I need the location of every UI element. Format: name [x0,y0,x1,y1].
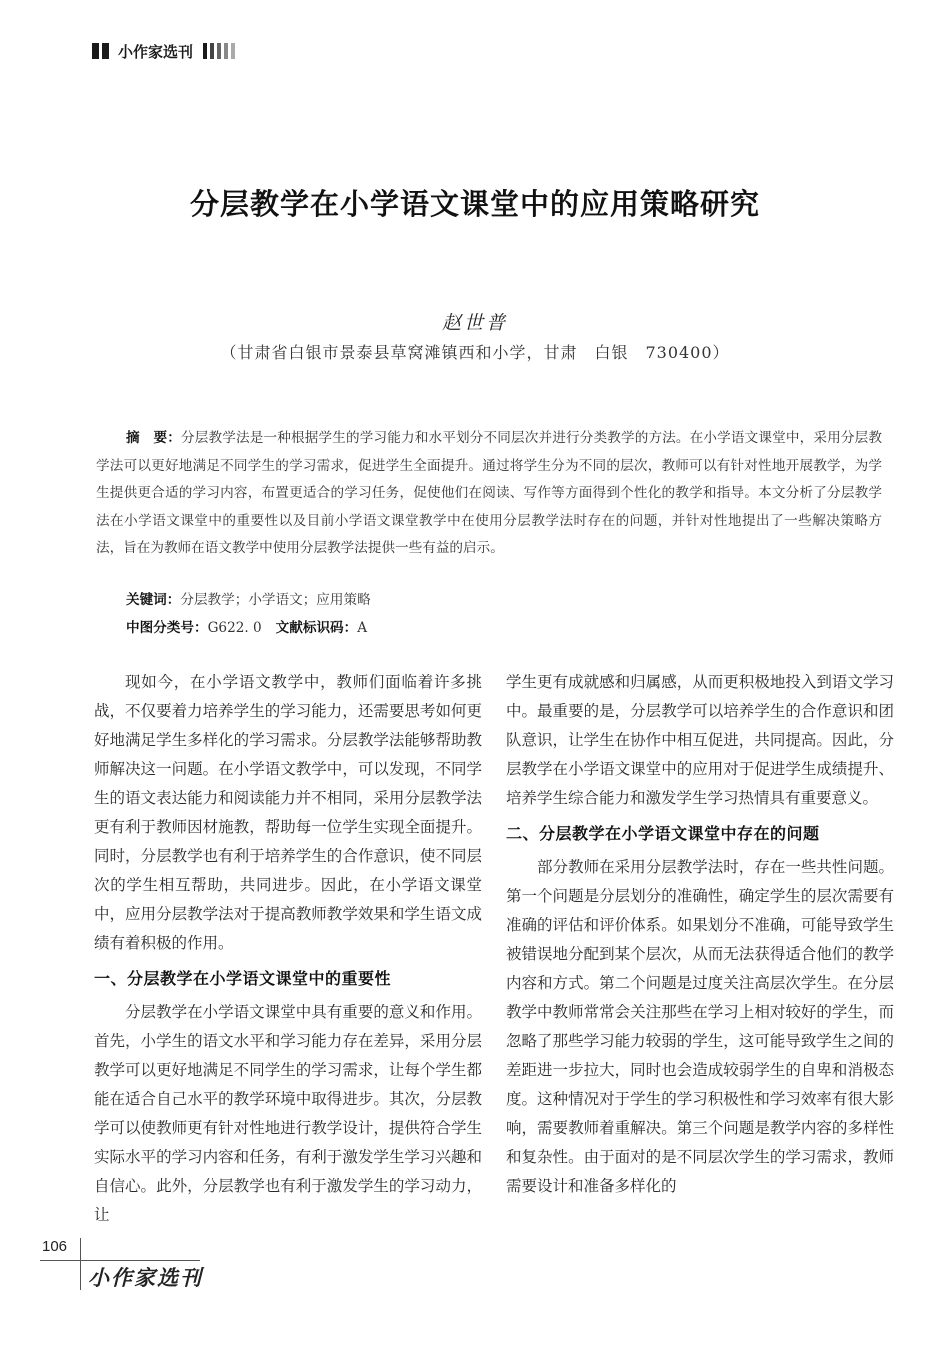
header-block-mark [92,43,99,59]
keywords [126,588,371,608]
section-1-paragraph: 分层教学在小学语文课堂中具有重要的意义和作用。首先，小学生的语文水平和学习能力存在差异，采用分层教学可以更好地满足不同学生的学习需求，让每个学生都能在适合自己水平的教学环境中取得进步。其次，分层教学可以使教师更有针对性地进行教学设计，提供符合学生实际水平的学习内容和任务，有利于激发学生学习兴趣和自信心。此外，分层教学也有利于激发学生的学习动力，让 [94,1003,482,1224]
page-number: 106 [42,1238,68,1255]
article-title: 分层教学在小学语文课堂中的应用策略研究 [189,187,760,221]
abstract [96,425,882,563]
doc-code-value: A [357,620,368,636]
header-bar-mark [217,43,221,59]
clc-value: G622. 0 [207,620,262,636]
header-bar-mark [231,43,235,59]
journal-name: 小作家选刊 [118,42,194,61]
body-column-right [506,668,894,1201]
keywords-label: 关键词： [126,592,181,608]
footer-rule [40,1260,200,1261]
header-bar-mark [224,43,228,59]
clc-label: 中图分类号： [126,620,208,636]
footer-vertical-rule [80,1238,81,1290]
body-column-left [94,668,482,1230]
abstract-text: 分层教学法是一种根据学生的学习能力和水平划分不同层次并进行分类教学的方法。在小学语文课堂中，采用分层教学法可以更好地满足不同学生的学习需求，促进学生全面提升。通过将学生分为不同的层次，教师可以有针对性地开展教学，为学生提供更合适的学习内容，布置更适合的学习任务，促使他们在阅读、写作等方面得到个性化的教学和指导。本文分析了分层教学法在小学语文课堂中的重要性以及目前小学语文课堂教学中在使用分层教学法时存在的问题，并针对性地提出了一些解决策略方法，旨在为教师在语文教学中使用分层教学法提供一些有益的启示。 [96,430,883,556]
header-bar-mark [203,43,207,59]
author-name: 赵世普 [441,312,508,334]
classification [126,616,367,636]
section-1-paragraph-continued: 学生更有成就感和归属感，从而更积极地投入到语文学习中。最重要的是，分层教学可以培养学生的合作意识和团队意识，让学生在协作中相互促进，共同提高。因此，分层教学在小学语文课堂中的应用对于促进学生成绩提升、培养学生综合能力和激发学生学习热情具有重要意义。 [506,673,894,807]
keywords-text: 分层教学；小学语文；应用策略 [180,592,371,608]
section-2-paragraph: 部分教师在采用分层教学法时，存在一些共性问题。第一个问题是分层划分的准确性，确定学生的层次需要有准确的评估和评价体系。如果划分不准确，可能导致学生被错误地分配到某个层次，从而无法获得适合他们的教学内容和方式。第二个问题是过度关注高层次学生。在分层教学中教师常常会关注那些在学习上相对较好的学生，而忽略了那些学习能力较弱的学生，这可能导致学生之间的差距进一步拉大，同时也会造成较弱学生的自卑和消极态度。这种情况对于学生的学习积极性和学习效率有很大影响，需要教师着重解决。第三个问题是教学内容的多样性和复杂性。由于面对的是不同层次学生的学习需求，教师需要设计和准备多样化的 [506,858,894,1195]
running-header [92,40,238,62]
abstract-label: 摘 要： [126,430,181,446]
section-2-heading: 二、分层教学在小学语文课堂中存在的问题 [506,824,820,843]
doc-code-label: 文献标识码： [275,620,358,636]
header-block-mark [102,43,109,59]
intro-paragraph: 现如今，在小学语文教学中，教师们面临着许多挑战，不仅要着力培养学生的学习能力，还需要思考如何更好地满足学生多样化的学习需求。分层教学法能够帮助教师解决这一问题。在小学语文教学中，可以发现，不同学生的语文表达能力和阅读能力并不相同，采用分层教学法更有利于教师因材施教，帮助每一位学生实现全面提升。同时，分层教学也有利于培养学生的合作意识，使不同层次的学生相互帮助，共同进步。因此，在小学语文课堂中，应用分层教学法对于提高教师教学效果和学生语文成绩有着积极的作用。 [94,673,482,952]
header-bar-mark [210,43,214,59]
section-1-heading: 一、分层教学在小学语文课堂中的重要性 [94,969,392,988]
footer-journal-logo: 小作家选刊 [88,1265,203,1290]
author-affiliation: （甘肃省白银市景泰县草窝滩镇西和小学，甘肃 白银 730400） [220,343,730,362]
